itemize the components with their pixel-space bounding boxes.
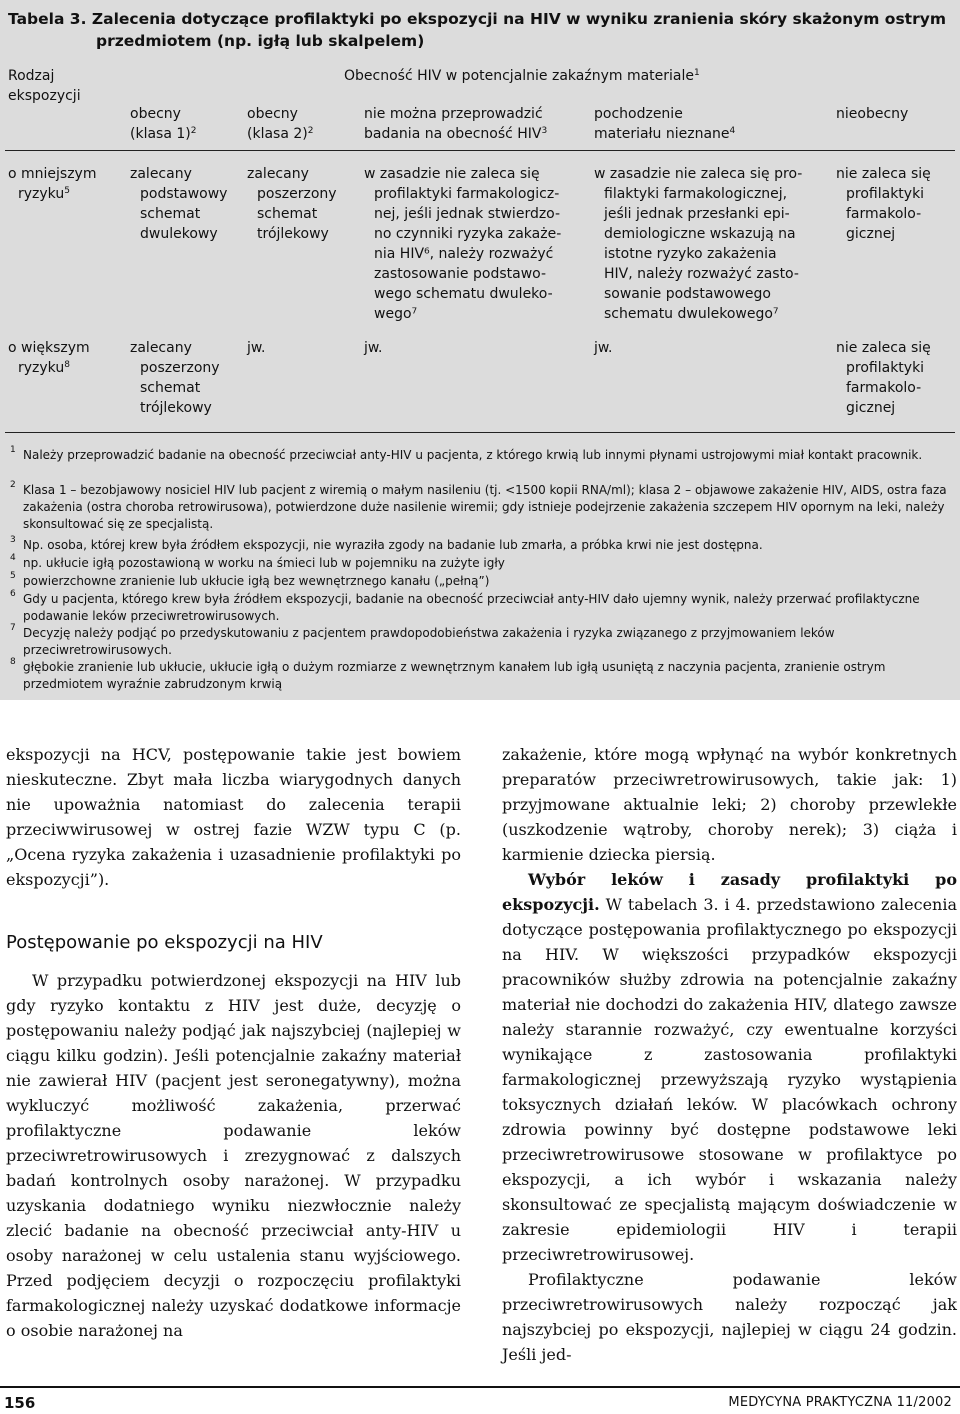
header-col-nie-mozna: nie można przeprowadzić badania na obecność HIV$^3$ (364, 106, 548, 142)
paragraph: Profilaktyczne podawanie leków przeciwretrowirusowych należy rozpocząć jak najszybciej po ekspozycji, najlepiej w ciągu 24 godzin. Jeśli jed- (502, 1270, 957, 1364)
row2-col4: jw. (594, 340, 613, 356)
table-title (8, 8, 953, 52)
row1-label: o mniejszym ryzyku$^5$ (8, 166, 97, 202)
header-col-obecny-2: obecny (klasa 2)$^2$ (247, 106, 314, 142)
header-col-pochodzenie: pochodzenie materiału nieznane$^4$ (594, 106, 736, 142)
footnote: 5 powierzchowne zranienie lub ukłucie igłą bez wewnętrznego kanału („pełną”) (10, 571, 490, 588)
footnote: 2 Klasa 1 – bezobjawowy nosiciel HIV lub pacjent z wiremią o małym nasileniu (tj. <1500 kopii RNA/ml); klasa 2 – objawowe zakażenie HIV, AIDS, ostra faza zakażenia (ostra choroba retrowirusowa), potwierdzone duże nasilenie wiremii; gdy istnieje podejrzenie zakażenia szczepem HIV opornym na leki, należy skonsultować się ze specjalistą. (10, 480, 947, 531)
paragraph-lead: Wybór leków i zasady profilaktyki po ekspozycji. (502, 870, 957, 914)
header-rule (5, 150, 955, 151)
row2-col5: nie zaleca się profilaktyki farmakolo- gicznej (836, 340, 931, 416)
footnote: 1 Należy przeprowadzić badanie na obecność przeciwciał anty-HIV u pacjenta, z którego krwią lub innymi płynami ustrojowymi miał kontakt pracownik. (10, 445, 923, 462)
row1-col5: nie zaleca się profilaktyki farmakolo- gicznej (836, 166, 931, 242)
paragraph: ekspozycji na HCV, postępowanie takie jest bowiem nieskuteczne. Zbyt mała liczba wiarygodnych danych nie upoważnia natomiast do zalecenia terapii przeciwwirusowej w ostrej fazie WZW typu C (p. „Ocena ryzyka zakażenia i uzasadnienie profilaktyki po ekspozycji”). (6, 745, 461, 889)
row1-col2: zalecany poszerzony schemat trójlekowy (247, 166, 337, 242)
footnote: 3 Np. osoba, której krew była źródłem ekspozycji, nie wyraziła zgody na badanie lub zmarła, a próbka krwi nie jest dostępna. (10, 535, 763, 552)
section-heading: Postępowanie po ekspozycji na HIV (6, 932, 323, 953)
footnote: 6 Gdy u pacjenta, którego krew była źródłem ekspozycji, badanie na obecność przeciwciał anty-HIV dało ujemny wynik, należy przerwać profilaktyczne podawanie leków przeciwretrowirusowych. (10, 589, 920, 623)
header-col-obecny-1: obecny (klasa 1)$^2$ (130, 106, 197, 142)
footer-rule (0, 1386, 960, 1388)
table-title-line1: Zalecenia dotyczące profilaktyki po ekspozycji na HIV w wyniku zranienia skóry skażonym ostrym (91, 10, 946, 28)
row2-label: o większym ryzyku$^8$ (8, 340, 90, 376)
paragraph: Wybór leków i zasady profilaktyki po ekspozycji. W tabelach 3. i 4. przedstawiono zalecenia dotyczące postępowania profilaktycznego po ekspozycji na HIV. W większości przypadków ekspozycji pracowników służby zdrowia na potencjalnie zakaźny materiał nie dochodzi do zakażenia HIV, dlatego zawsze należy starannie rozważyć, czy ewentualne korzyści wynikające z zastosowania profilaktyki farmakologicznej przewyższają ryzyko wystąpienia toksycznych działań leków. W placówkach ochrony zdrowia powinny być dostępne podstawowe leki przeciwretrowirusowe stosowane w profilaktyce po ekspozycji, a ich wybór i wskazania należy skonsultować ze specjalistą mającym doświadczenie w zakresie epidemiologii HIV i terapii przeciwretrowirusowej. (502, 870, 957, 1264)
footnote: 7 Decyzję należy podjąć po przedyskutowaniu z pacjentem prawdopodobieństwa zakażenia i ryzyka związanego z przyjmowaniem leków przeciwretrowirusowych. (10, 623, 835, 657)
table-title-line2: przedmiotem (np. igłą lub skalpelem) (96, 32, 425, 50)
row2-col1: zalecany poszerzony schemat trójlekowy (130, 340, 220, 416)
row1-col3: w zasadzie nie zaleca się profilaktyki farmakologicz- nej, jeśli jednak stwierdzo- no czynniki ryzyka zakaże- nia HIV⁶, należy rozważyć zastosowanie podstawo- wego schematu dwuleko- wego⁷ (364, 166, 562, 322)
header-rodzaj: Rodzaj ekspozycji (8, 68, 81, 104)
footnote: 4 np. ukłucie igłą pozostawioną w worku na śmieci lub w pojemniku na zużyte igły (10, 553, 505, 570)
paragraph: zakażenie, które mogą wpłynąć na wybór konkretnych preparatów przeciwretrowirusowych, takie jak: 1) przyjmowane aktualnie leki; 2) choroby przewlekłe (uszkodzenie wątroby, choroby nerek); 3) ciąża i karmienie dziecka piersią. (502, 745, 957, 864)
table-box (0, 0, 960, 700)
page-number: 156 (4, 1394, 36, 1412)
table-label: Tabela 3. (8, 10, 87, 28)
header-group: Obecność HIV w potencjalnie zakaźnym materiale$^1$ (344, 68, 700, 84)
right-column (502, 742, 957, 1367)
row1-col4: w zasadzie nie zaleca się pro- filaktyki farmakologicznej, jeśli jednak przesłanki epi- demiologiczne wskazują na istotne ryzyko zakażenia HIV, należy rozważyć zasto- sowanie podstawowego schematu dwulekowego⁷ (594, 166, 803, 322)
row1-col1: zalecany podstawowy schemat dwulekowy (130, 166, 228, 242)
row2-col2: jw. (247, 340, 266, 356)
journal-name: MEDYCYNA PRAKTYCZNA 11/2002 (728, 1395, 952, 1410)
row2-col3: jw. (364, 340, 383, 356)
footnote-rule (5, 432, 955, 433)
header-col-nieobecny: nieobecny (836, 106, 909, 122)
left-column (6, 742, 461, 1343)
paragraph: W przypadku potwierdzonej ekspozycji na HIV lub gdy ryzyko kontaktu z HIV jest duże, decyzję o postępowaniu należy podjąć jak najszybciej (najlepiej w ciągu kilku godzin). Jeśli potencjalnie zakaźny materiał nie zawierał HIV (pacjent jest seronegatywny), można wykluczyć możliwość zakażenia, przerwać profilaktyczne podawanie leków przeciwretrowirusowych i zrezygnować z dalszych badań kontrolnych osoby narażonej. W przypadku uzyskania dodatniego wyniku niezwłocznie należy zlecić badanie na obecność przeciwciał anty-HIV u osoby narażonej w celu ustalenia stanu wyjściowego. Przed podjęciem decyzji o rozpoczęciu profilaktyki farmakologicznej należy uzyskać dodatkowe informacje o osobie narażonej na (6, 971, 461, 1340)
footnote: 8 głębokie zranienie lub ukłucie, ukłucie igłą o dużym rozmiarze z wewnętrznym kanałem lub igłą usuniętą z naczynia pacjenta, zranienie ostrym przedmiotem wyraźnie zabrudzonym krwią (10, 657, 886, 691)
